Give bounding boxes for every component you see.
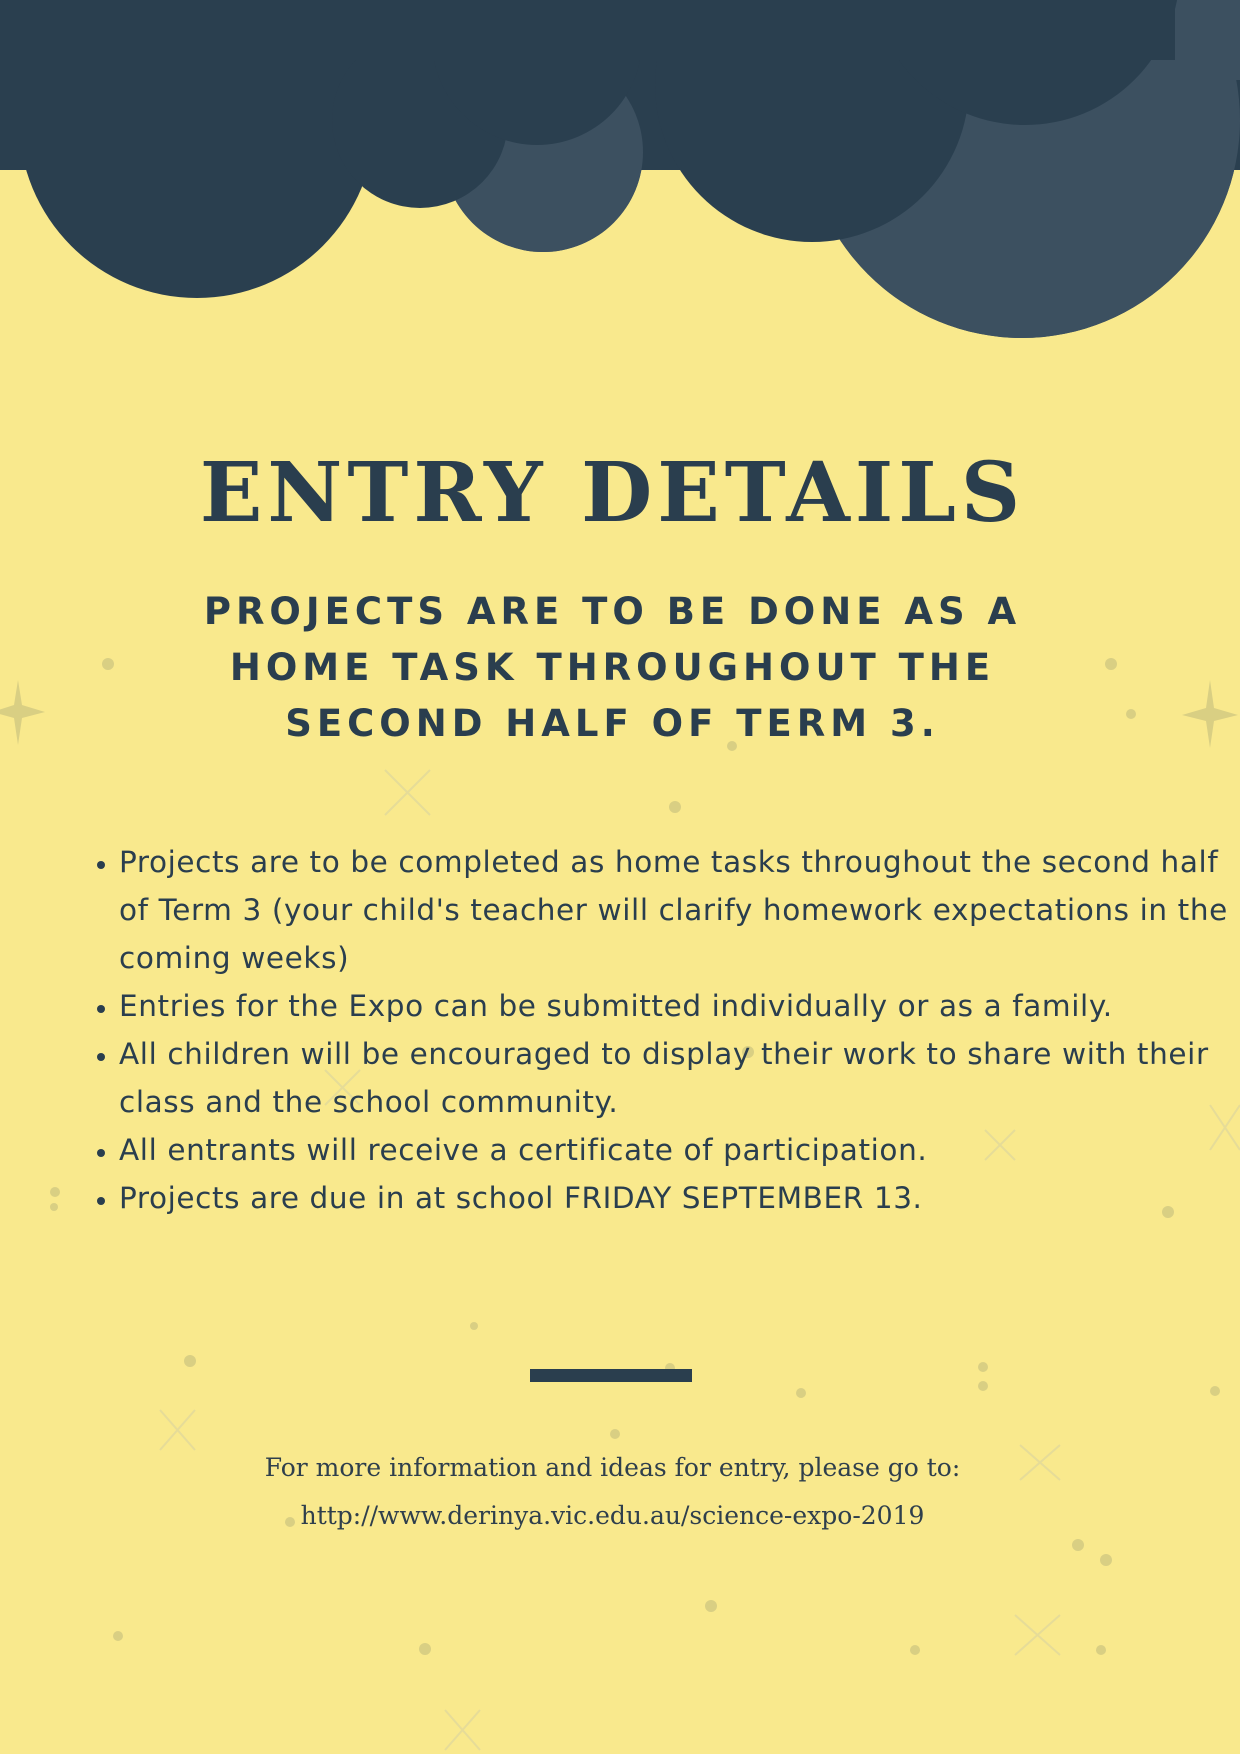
list-item: • All entrants will receive a certificate of participation. <box>119 1126 1229 1174</box>
list-item: • Projects are due in at school FRIDAY SEPTEMBER 13. <box>119 1174 1229 1222</box>
sparkle-star-icon <box>1015 1615 1060 1655</box>
storm-cloud-icon <box>0 0 1240 338</box>
sparkle-star-icon <box>445 1710 480 1750</box>
page-title: ENTRY DETAILS <box>199 445 1026 541</box>
subtitle-line: PROJECTS ARE TO BE DONE AS A <box>203 590 1022 633</box>
subtitle-line: SECOND HALF OF TERM 3. <box>285 702 940 745</box>
entry-details-list <box>72 838 1229 1222</box>
list-item: • All children will be encouraged to display their work to share with their class and the school community. <box>119 1030 1229 1126</box>
subtitle-line: HOME TASK THROUGHOUT THE <box>229 646 996 689</box>
subtitle <box>140 584 1085 752</box>
expo-url-link[interactable]: http://www.derinya.vic.edu.au/science-expo-2019 <box>300 1501 925 1530</box>
sparkle-star-icon <box>385 770 430 815</box>
list-item: • Entries for the Expo can be submitted individually or as a family. <box>119 982 1229 1030</box>
list-item: • Projects are to be completed as home tasks throughout the second half of Term 3 (your child's teacher will clarify homework expectations in the coming weeks) <box>119 838 1229 982</box>
sparkle-star-icon <box>0 680 45 745</box>
sparkle-star-icon <box>1182 680 1238 748</box>
divider <box>530 1369 692 1382</box>
footer <box>0 1444 1225 1540</box>
footer-info-text: For more information and ideas for entry, please go to: <box>264 1453 961 1482</box>
